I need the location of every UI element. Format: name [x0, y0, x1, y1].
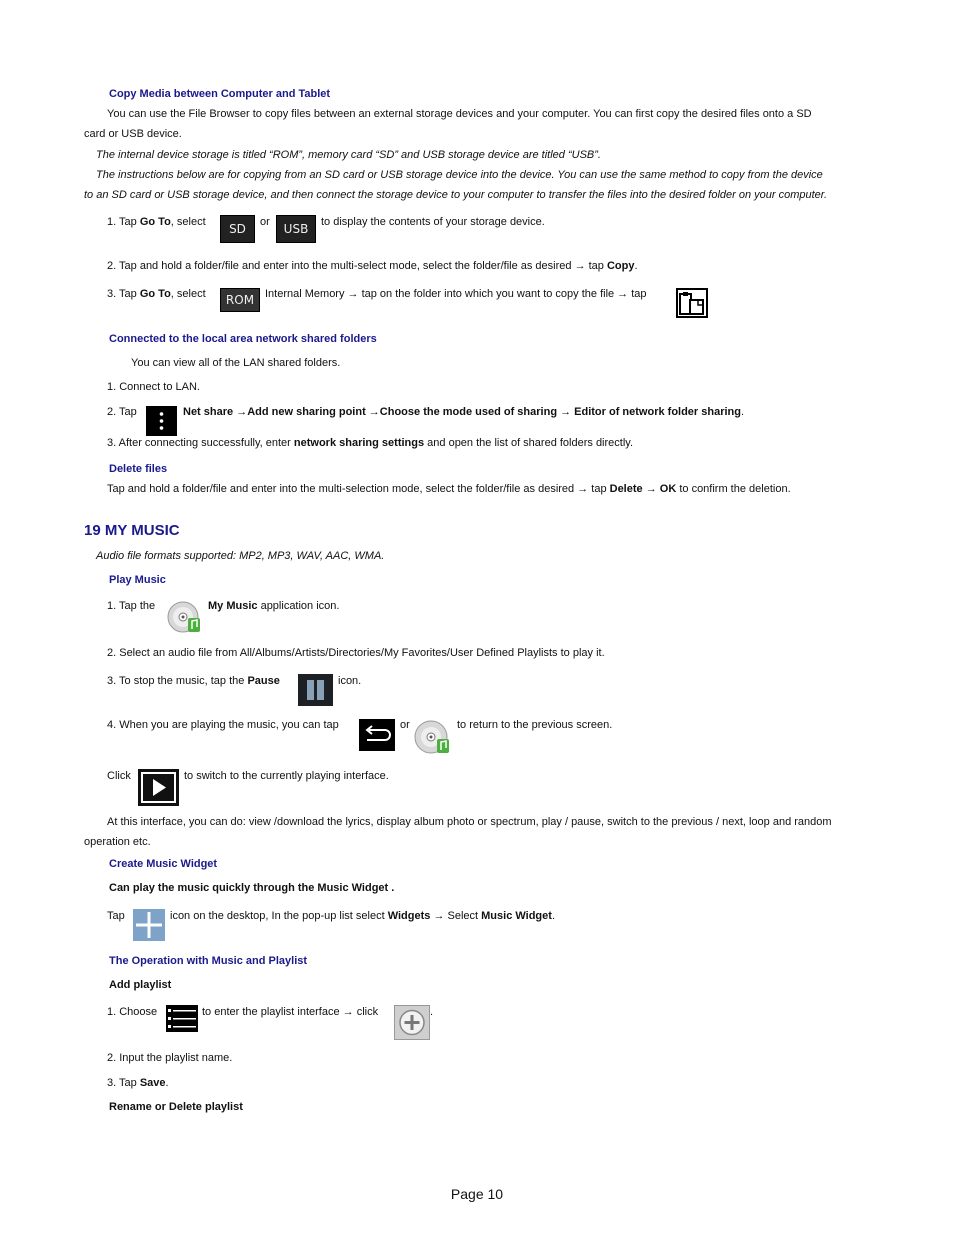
- click-line-end: to switch to the currently playing interface.: [184, 770, 389, 782]
- paragraph: At this interface, you can do: view /download the lyrics, display album photo or spectrum, play / pause, switch to the previous / next, loop and random: [107, 816, 832, 828]
- step-1: 1. Tap the: [107, 600, 156, 612]
- tap-line: Tap: [107, 910, 125, 922]
- click-line: Click: [107, 770, 131, 782]
- bold-line: Can play the music quickly through the Music Widget .: [109, 882, 395, 894]
- or-text: or: [400, 719, 410, 731]
- music-app-icon: [413, 719, 451, 757]
- add-circle-icon: [394, 1005, 430, 1040]
- section-heading-lan: Connected to the local area network shared folders: [109, 333, 377, 345]
- pause-icon: [298, 674, 333, 706]
- note: to an SD card or USB storage device, and then connect the storage device to your computer to transfer the files into the desired folder on your computer.: [84, 189, 828, 201]
- step-1-text: to enter the playlist interface → click: [202, 1006, 379, 1018]
- step-1-end: to display the contents of your storage device.: [321, 216, 545, 228]
- tap-line-text: icon on the desktop, In the pop-up list select Widgets → Select Music Widget.: [170, 910, 555, 922]
- chapter-title: 19 MY MUSIC: [84, 522, 180, 539]
- add-widget-icon: [133, 909, 165, 941]
- sd-icon: SD: [220, 215, 255, 243]
- step-1: 1. Connect to LAN.: [107, 381, 200, 393]
- back-icon: [359, 719, 395, 751]
- rom-icon: ROM: [220, 288, 260, 312]
- section-heading-playlist: The Operation with Music and Playlist: [109, 955, 308, 967]
- step-2: 2. Select an audio file from All/Albums/Artists/Directories/My Favorites/User Defined Playlists to play it.: [107, 647, 605, 659]
- now-playing-icon: [138, 769, 179, 806]
- step-1: 1. Choose: [107, 1006, 158, 1018]
- step-3-end: Internal Memory → tap on the folder into which you want to copy the file → tap: [265, 288, 647, 300]
- section-heading-delete: Delete files: [109, 463, 168, 475]
- step-3: 3. To stop the music, tap the Pause: [107, 675, 280, 687]
- step-2: 2. Input the playlist name.: [107, 1052, 233, 1064]
- step-3: 3. Tap Save.: [107, 1077, 169, 1089]
- music-app-icon: [166, 600, 202, 636]
- step-4-end: to return to the previous screen.: [457, 719, 613, 731]
- menu-overflow-icon: [146, 406, 177, 436]
- step-2-text: Net share →Add new sharing point →Choose the mode used of sharing → Editor of network folder sharing.: [183, 406, 745, 418]
- step-3: 3. Tap Go To, select: [107, 288, 206, 300]
- or-text: or: [260, 216, 270, 228]
- paragraph: You can view all of the LAN shared folders.: [131, 357, 341, 369]
- step-4: 4. When you are playing the music, you can tap: [107, 719, 339, 731]
- subheading-add-playlist: Add playlist: [109, 979, 172, 991]
- step-3: 3. After connecting successfully, enter network sharing settings and open the list of shared folders directly.: [107, 437, 634, 449]
- usb-icon: USB: [276, 215, 316, 243]
- paragraph: You can use the File Browser to copy files between an external storage devices and your computer. You can first copy the desired files onto a SD: [107, 108, 812, 120]
- step-1: 1. Tap Go To, select: [107, 216, 206, 228]
- page-number: Page 10: [450, 1186, 504, 1202]
- paste-icon: [676, 288, 708, 318]
- step-3-end: icon.: [338, 675, 362, 687]
- period: .: [430, 1006, 434, 1018]
- paragraph: operation etc.: [84, 836, 151, 848]
- playlist-icon: [166, 1005, 198, 1032]
- paragraph: card or USB device.: [84, 128, 182, 140]
- section-heading-widget: Create Music Widget: [109, 858, 218, 870]
- section-heading-play: Play Music: [109, 574, 166, 586]
- step-1-text: My Music application icon.: [208, 600, 340, 612]
- formats-note: Audio file formats supported: MP2, MP3, WAV, AAC, WMA.: [96, 550, 385, 562]
- step-2: 2. Tap and hold a folder/file and enter into the multi-select mode, select the folder/file as desired → tap Copy.: [107, 260, 638, 272]
- section-heading-copy-media: Copy Media between Computer and Tablet: [109, 88, 331, 100]
- subheading-rename-playlist: Rename or Delete playlist: [109, 1101, 243, 1113]
- step-2: 2. Tap: [107, 406, 137, 418]
- paragraph: Tap and hold a folder/file and enter into the multi-selection mode, select the folder/file as desired → tap Delete → OK to confirm the deletion.: [107, 483, 791, 495]
- note: The instructions below are for copying from an SD card or USB storage device into the device. You can use the same method to copy from the device: [96, 169, 823, 181]
- note: The internal device storage is titled “ROM”, memory card “SD” and USB storage device are titled “USB”.: [96, 149, 601, 161]
